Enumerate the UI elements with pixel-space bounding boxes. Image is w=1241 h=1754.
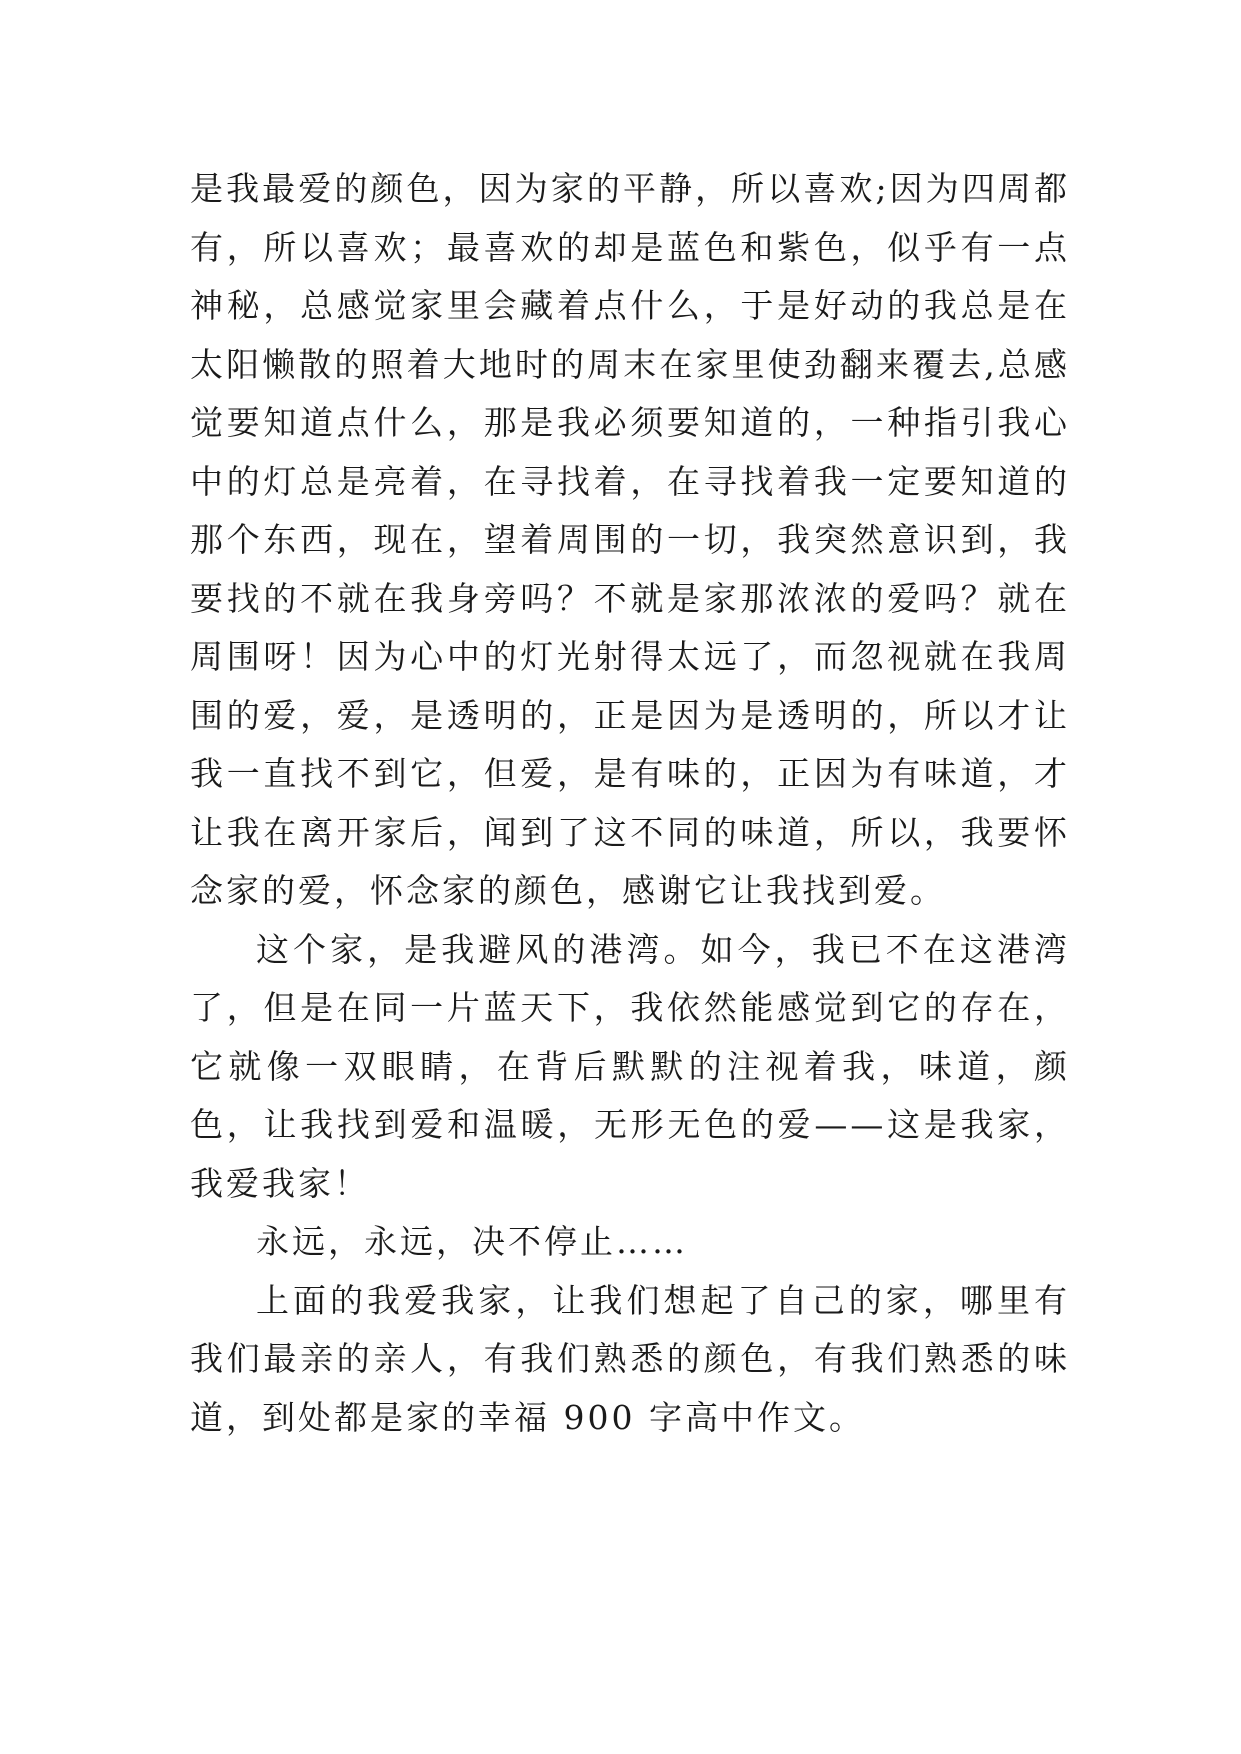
paragraph-1: 是我最爱的颜色，因为家的平静，所以喜欢;因为四周都有，所以喜欢；最喜欢的却是蓝色和紫色，似乎有一点神秘，总感觉家里会藏着点什么，于是好动的我总是在太阳懒散的照着大地时的周末在家里使劲翻来覆去,总感觉要知道点什么，那是我必须要知道的，一种指引我心中的灯总是亮着，在寻找着，在寻找着我一定要知道的那个东西，现在，望着周围的一切，我突然意识到，我要找的不就在我身旁吗？不就是家那浓浓的爱吗？就在周围呀！因为心中的灯光射得太远了，而忽视就在我周围的爱，爱，是透明的，正是因为是透明的，所以才让我一直找不到它，但爱，是有味的，正因为有味道，才让我在离开家后，闻到了这不同的味道，所以，我要怀念家的爱，怀念家的颜色，感谢它让我找到爱。 [190, 169, 1070, 910]
paragraph-3: 永远，永远，决不停止…… [256, 1222, 688, 1261]
paragraph-4: 上面的我爱我家，让我们想起了自己的家，哪里有我们最亲的亲人，有我们熟悉的颜色，有我们熟悉的味道，到处都是家的幸福 900 字高中作文。 [190, 1280, 1070, 1437]
paragraph-2: 这个家，是我避风的港湾。如今，我已不在这港湾了，但是在同一片蓝天下，我依然能感觉到它的存在，它就像一双眼睛，在背后默默的注视着我，味道，颜色，让我找到爱和温暖，无形无色的爱——这是我家，我爱我家！ [190, 929, 1070, 1203]
body-text [190, 160, 1070, 1447]
